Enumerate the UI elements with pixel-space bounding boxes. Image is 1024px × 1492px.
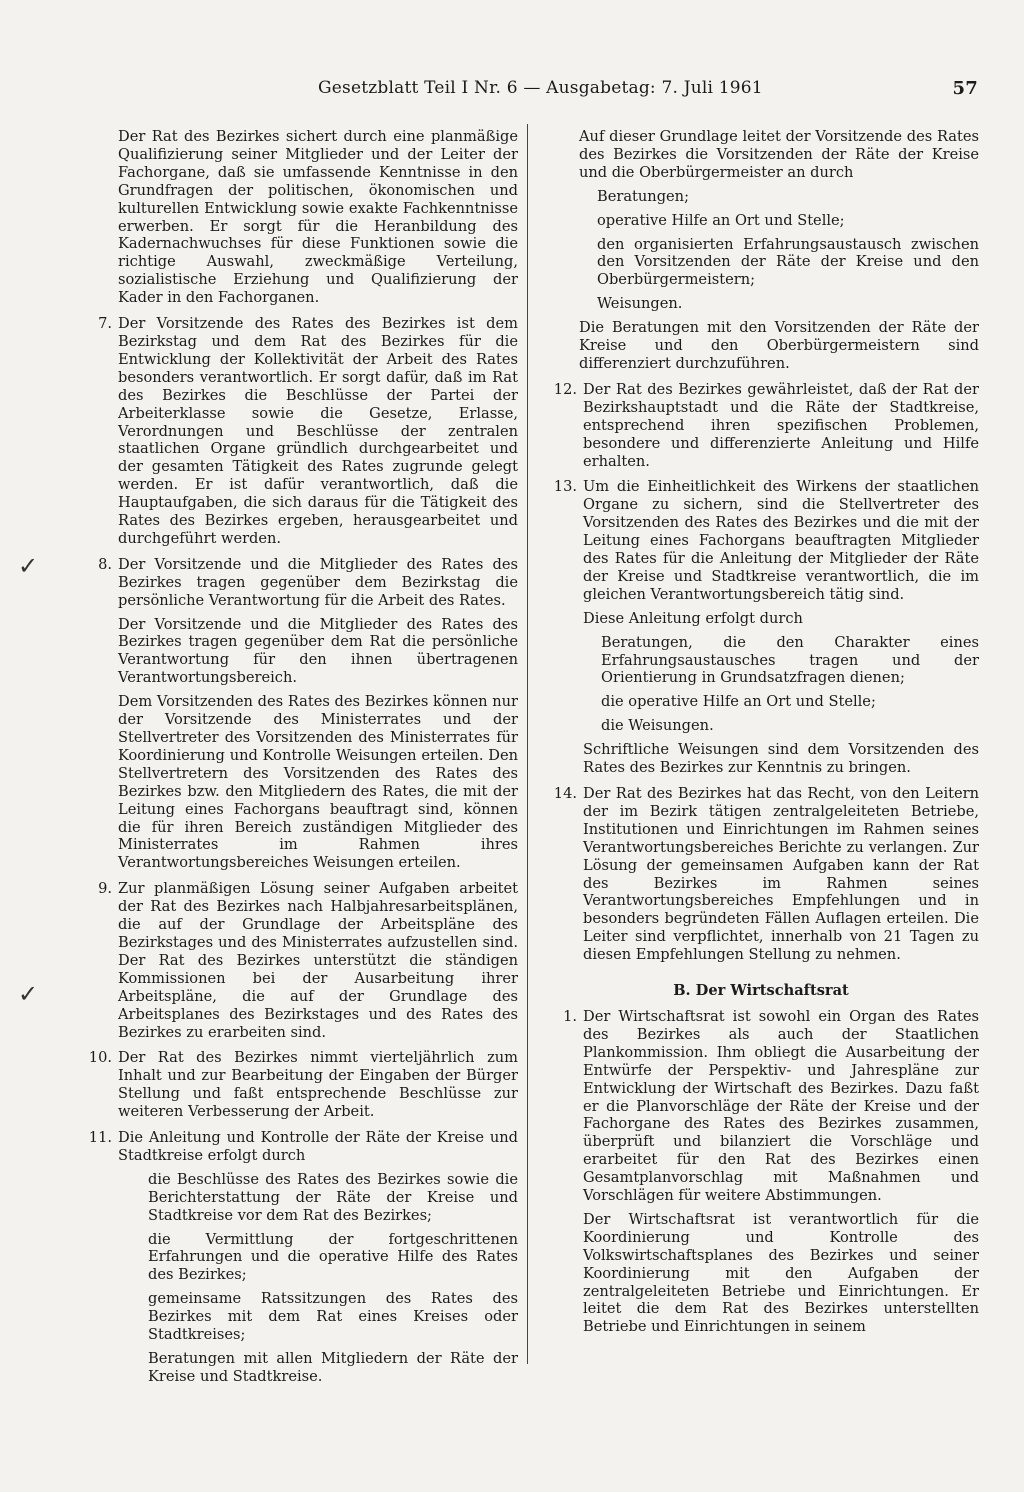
section-b-item-1 [543, 1008, 979, 1336]
item-13 [543, 478, 979, 777]
margin-check-mark: ✓ [18, 980, 39, 1008]
page-header [318, 78, 978, 98]
sub-item: den organisierten Erfahrungsaustausch zwischen den Vorsitzenden der Räte der Kreise und den Oberbürgermeistern; [597, 235, 979, 289]
header-title: Gesetzblatt Teil I Nr. 6 — Ausgabetag: 7. Juli 1961 [318, 78, 763, 98]
item-text: Der Vorsitzende und die Mitglieder des Rates des Bezirkes tragen gegenüber dem Rat die persönliche Verantwortung für den ihnen übertragenen Verantwortungsbereich. [118, 615, 518, 687]
item-12 [543, 381, 979, 471]
item-text: Die Beratungen mit den Vorsitzenden der Räte der Kreise und den Oberbürgermeistern sind differenziert durchzuführen. [579, 319, 979, 372]
item-text: Um die Einheitlichkeit des Wirkens der staatlichen Organe zu sichern, sind die Stellvertreter des Vorsitzenden des Rates des Bezirkes und die mit der Leitung eines Fachorgans beauftragten Mitglieder des Rates für die Anleitung der Mitglieder der Räte der Kreise und Stadtkreise verantwortlich, die im gleichen Verantwortungsbereich tätig sind. [583, 478, 979, 603]
sub-item: Weisungen. [597, 295, 683, 313]
sub-item: die Beschlüsse des Rates des Bezirkes sowie die Berichterstattung der Räte der Kreise und Stadtkreise vor dem Rat des Bezirkes; [148, 1170, 518, 1224]
item-number: 11. [88, 1129, 112, 1147]
item-number: 1. [563, 1007, 577, 1025]
item-text: Der Vorsitzende des Rates des Bezirkes ist dem Bezirkstag und dem Rat des Bezirkes für die Entwicklung der Kollektivität der Arbeit des Rates besonders verantwortlich. Er sorgt dafür, daß im Rat des Bezirkes die Beschlüsse der Partei der Arbeiterklasse sowie die Gesetze, Erlasse, Verordnungen und Beschlüsse der zentralen staatlichen Organe gründlich durchgearbeitet und der gesamten Tätigkeit des Rates zugrunde gelegt werden. Er ist dafür verantwortlich, daß die Hauptaufgaben, die sich daraus für die Tätigkeit des Rates des Bezirkes ergeben, herausgearbeitet und durchgeführt werden. [118, 315, 518, 547]
item-11 [78, 1129, 518, 1386]
item-text: Der Rat des Bezirkes gewährleistet, daß der Rat der Bezirkshauptstadt und die Räte der Stadtkreise, entsprechend ihren spezifischen Problemen, besondere und differenzierte Anleitung und Hilfe erhalten. [583, 380, 979, 470]
item-text: Die Anleitung und Kontrolle der Räte der Kreise und Stadtkreise erfolgt durch [118, 1129, 518, 1164]
item-number: 14. [553, 785, 577, 802]
item-10 [78, 1049, 518, 1121]
page-number: 57 [952, 78, 978, 99]
item-text: Zur planmäßigen Lösung seiner Aufgaben arbeitet der Rat des Bezirkes nach Halbjahresarbeitsplänen, die auf der Grundlage der Arbeitspläne des Bezirkstages und des Ministerrates aufzustellen sind. Der Rat des Bezirkes unterstützt die ständigen Kommissionen bei der Ausarbeitung ihrer Arbeitspläne, die auf der Grundlage des Arbeitsplanes des Bezirkstages und des Rates des Bezirkes zu erarbeiten sind. [118, 880, 518, 1041]
item-14 [543, 785, 979, 964]
item-9 [78, 880, 518, 1041]
item-number: 8. [98, 555, 112, 573]
sub-item: gemeinsame Ratssitzungen des Rates des Bezirkes mit dem Rat eines Kreises oder Stadtkreises; [148, 1290, 518, 1344]
item-text: Der Rat des Bezirkes hat das Recht, von den Leitern der im Bezirk tätigen zentralgeleiteten Betriebe, Institutionen und Einrichtungen im Rahmen seines Verantwortungsbereiches Berichte zu verlangen. Zur Lösung der gemeinsamen Aufgaben kann der Rat des Bezirkes im Rahmen seines Verantwortungsbereiches Empfehlungen und in besonders begründeten Fällen Auflagen erteilen. Die Leiter sind verpflichtet, innerhalb von 21 Tagen zu diesen Empfehlungen Stellung zu nehmen. [583, 785, 979, 964]
item-8 [78, 556, 518, 872]
sub-item: Beratungen mit allen Mitgliedern der Räte der Kreise und Stadtkreise. [148, 1350, 518, 1385]
item-number: 9. [98, 880, 112, 898]
sub-item: operative Hilfe an Ort und Stelle; [597, 211, 845, 229]
item-text: Der Wirtschaftsrat ist verantwortlich für die Koordinierung und Kontrolle des Volkswirtschaftsplanes des Bezirkes und seiner Koordinierung mit den Aufgaben der zentralgeleiteten Betriebe und Einrichtungen. Er leitet die dem Rat des Bezirkes unterstellten Betriebe und Einrichtungen in seinem [583, 1210, 979, 1336]
margin-check-mark: ✓ [18, 552, 39, 580]
item-number: 10. [88, 1049, 112, 1067]
item-text: Diese Anleitung erfolgt durch [583, 609, 803, 627]
section-heading: B. Der Wirtschaftsrat [673, 982, 849, 1000]
sub-item: die Weisungen. [601, 717, 714, 735]
sub-item: Beratungen, die den Charakter eines Erfahrungsaustausches tragen und der Orientierung in Grundsatzfragen dienen; [601, 633, 979, 687]
item-number: 7. [98, 315, 112, 333]
left-column [78, 128, 518, 1394]
intro-paragraph: Der Rat des Bezirkes sichert durch eine planmäßige Qualifizierung seiner Mitglieder und der Leiter der Fachorgane, daß sie umfassende Kenntnisse in den Grundfragen der politischen, ökonomischen und kulturellen Entwicklung sowie exakte Fachkenntnisse erwerben. Er sorgt für die Heranbildung des Kadernachwuchses für diese Funktionen sowie die richtige Auswahl, zweckmäßige Verteilung, sozialistische Erziehung und Qualifizierung der Kader in den Fachorganen. [118, 128, 518, 307]
column-divider [527, 124, 528, 1364]
sub-item: die operative Hilfe an Ort und Stelle; [601, 693, 876, 711]
item-11-continuation [543, 128, 979, 373]
right-column [543, 128, 979, 1344]
item-number: 13. [553, 478, 577, 496]
sub-item: Beratungen; [597, 187, 689, 205]
item-text: Dem Vorsitzenden des Rates des Bezirkes können nur der Vorsitzende des Ministerrates und der Stellvertreter des Vorsitzenden des Ministerrates für Koordinierung und Kontrolle Weisungen erteilen. Den Stellvertretern des Vorsitzenden des Rates des Bezirkes bzw. den Mitgliedern des Rates, die mit der Leitung eines Fachorgans beauftragt sind, können die für ihren Bereich zuständigen Mitglieder des Ministerrates im Rahmen ihres Verantwortungsbereiches Weisungen erteilen. [118, 693, 518, 872]
item-text: Der Rat des Bezirkes nimmt vierteljährlich zum Inhalt und zur Bearbeitung der Eingaben der Bürger Stellung und faßt entsprechende Beschlüsse zur weiteren Verbesserung der Arbeit. [118, 1049, 518, 1121]
item-text: Schriftliche Weisungen sind dem Vorsitzenden des Rates des Bezirkes zur Kenntnis zu bringen. [583, 741, 979, 777]
item-text: Der Vorsitzende und die Mitglieder des Rates des Bezirkes tragen gegenüber dem Bezirkstag die persönliche Verantwortung für die Arbeit des Rates. [118, 555, 518, 609]
sub-item: die Vermittlung der fortgeschrittenen Erfahrungen und die operative Hilfe des Rates des Bezirkes; [148, 1230, 518, 1284]
item-text: Auf dieser Grundlage leitet der Vorsitzende des Rates des Bezirkes die Vorsitzenden der Räte der Kreise und die Oberbürgermeister an durch [579, 128, 979, 181]
item-text: Der Wirtschaftsrat ist sowohl ein Organ des Rates des Bezirkes als auch der Staatlichen Plankommission. Ihm obliegt die Ausarbeitung der Entwürfe der Perspektiv- und Jahrespläne zur Entwicklung der Wirtschaft des Bezirkes. Dazu faßt er die Planvorschläge der Räte der Kreise und der Fachorgane des Rates des Bezirkes zusammen, überprüft und bilanziert die Vorschläge und erarbeitet für den Rat des Bezirkes einen Gesamtplanvorschlag mit Maßnahmen und Vorschlägen für weitere Abstimmungen. [583, 1007, 979, 1205]
item-number: 12. [553, 380, 577, 398]
item-7 [78, 315, 518, 548]
